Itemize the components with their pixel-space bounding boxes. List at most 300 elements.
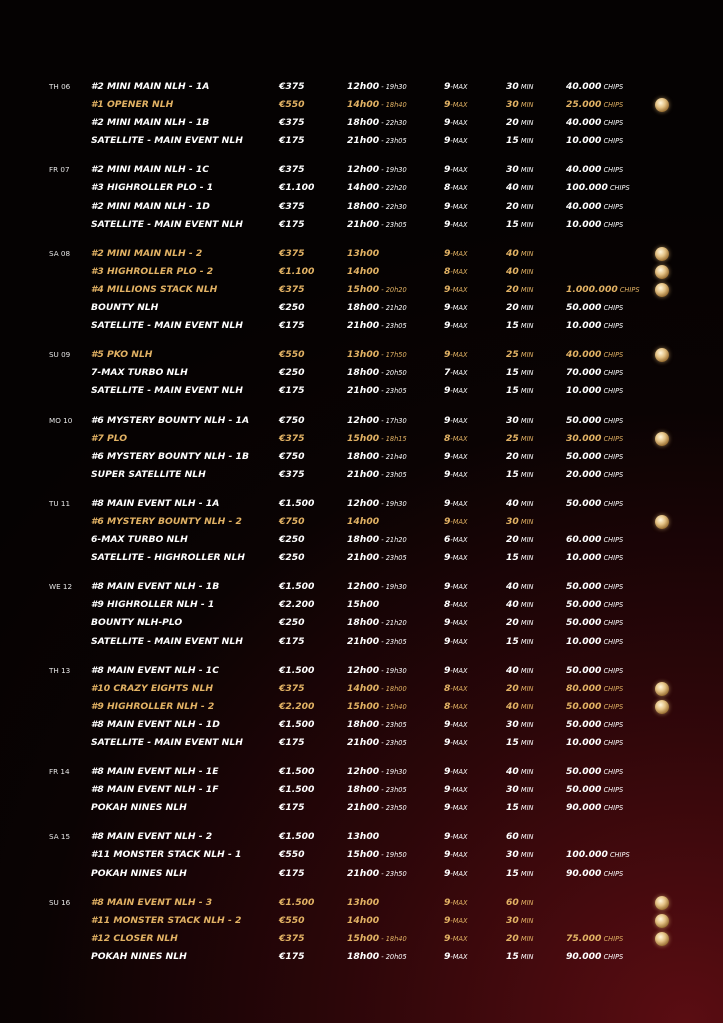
event-name: SATELLITE - MAIN EVENT NLH bbox=[91, 635, 243, 647]
buy-in-fee: €375 bbox=[279, 247, 305, 259]
buy-in-fee: €175 bbox=[279, 737, 305, 748]
event-time: 18h00 - 21h20 bbox=[347, 302, 407, 314]
suffix-text: - 21h40 bbox=[379, 452, 407, 461]
starting-stack: 60.000 CHIPS bbox=[566, 534, 624, 546]
event-time: 21h00 - 23h05 bbox=[347, 218, 407, 230]
event-name: #8 MAIN EVENT NLH - 1F bbox=[91, 784, 219, 796]
suffix-text: CHIPS bbox=[601, 684, 624, 693]
suffix-text: MIN bbox=[518, 369, 534, 378]
event-time: 21h00 - 23h50 bbox=[347, 867, 407, 879]
event-row bbox=[0, 596, 723, 614]
gold-rose-emblem-icon bbox=[655, 896, 669, 910]
suffix-text: MIN bbox=[518, 536, 534, 545]
suffix-text: - 19h30 bbox=[379, 166, 407, 175]
event-row bbox=[0, 346, 723, 364]
suffix-text: -MAX bbox=[450, 499, 468, 508]
event-name: #2 MINI MAIN NLH - 1C bbox=[91, 164, 209, 176]
suffix-text: CHIPS bbox=[601, 452, 624, 461]
suffix-text: MIN bbox=[518, 898, 534, 907]
suffix-text: - 20h20 bbox=[379, 285, 407, 294]
event-time: 21h00 - 23h05 bbox=[347, 468, 407, 480]
suffix-text: CHIPS bbox=[617, 285, 640, 294]
event-time: 15h00 - 18h15 bbox=[347, 432, 407, 444]
day-group-th-13 bbox=[0, 662, 723, 752]
event-time: 14h00 - 18h00 bbox=[347, 682, 407, 694]
event-row bbox=[0, 466, 723, 484]
suffix-text: MIN bbox=[518, 452, 534, 461]
event-row bbox=[0, 894, 723, 912]
table-max: 9-MAX bbox=[444, 914, 468, 926]
event-row bbox=[0, 412, 723, 430]
suffix-text: CHIPS bbox=[601, 101, 624, 110]
suffix-text: CHIPS bbox=[601, 702, 624, 711]
event-name: #8 MAIN EVENT NLH - 1A bbox=[91, 497, 220, 509]
suffix-text: - 23h05 bbox=[379, 637, 407, 646]
starting-stack: 50.000 CHIPS bbox=[566, 581, 624, 593]
suffix-text: CHIPS bbox=[601, 601, 624, 610]
level-duration: 20 MIN bbox=[506, 617, 534, 629]
buy-in-fee: €1.500 bbox=[279, 664, 315, 676]
gold-rose-emblem-icon bbox=[655, 348, 669, 362]
table-max: 9-MAX bbox=[444, 849, 468, 861]
event-name: #2 MINI MAIN NLH - 1D bbox=[91, 200, 210, 212]
table-max: 7-MAX bbox=[444, 367, 468, 379]
suffix-text: CHIPS bbox=[601, 934, 624, 943]
suffix-text: -MAX bbox=[450, 702, 468, 711]
suffix-text: MIN bbox=[518, 351, 534, 360]
starting-stack: 90.000 CHIPS bbox=[566, 802, 624, 814]
suffix-text: CHIPS bbox=[601, 619, 624, 628]
event-row bbox=[0, 299, 723, 317]
suffix-text: - 19h50 bbox=[379, 851, 407, 860]
suffix-text: CHIPS bbox=[601, 768, 624, 777]
table-max: 9-MAX bbox=[444, 468, 468, 480]
starting-stack: 10.000 CHIPS bbox=[566, 320, 624, 332]
suffix-text: - 23h05 bbox=[379, 739, 407, 747]
starting-stack: 50.000 CHIPS bbox=[566, 617, 624, 629]
table-max: 9-MAX bbox=[444, 283, 468, 295]
starting-stack: 20.000 CHIPS bbox=[566, 468, 624, 480]
suffix-text: -MAX bbox=[450, 720, 468, 729]
day-label: SA 08 bbox=[49, 248, 71, 258]
suffix-text: MIN bbox=[518, 166, 534, 175]
suffix-text: - 23h05 bbox=[379, 786, 407, 795]
buy-in-fee: €250 bbox=[279, 302, 305, 314]
table-max: 9-MAX bbox=[444, 99, 468, 111]
suffix-text: MIN bbox=[518, 499, 534, 508]
suffix-text: MIN bbox=[518, 387, 534, 396]
event-time: 18h00 - 22h30 bbox=[347, 117, 407, 129]
day-group-fr-14 bbox=[0, 763, 723, 817]
event-time: 15h00 - 20h20 bbox=[347, 283, 407, 295]
event-name: #11 MONSTER STACK NLH - 1 bbox=[91, 849, 242, 861]
suffix-text: CHIPS bbox=[601, 322, 624, 331]
suffix-text: -MAX bbox=[450, 684, 468, 693]
suffix-text: - 23h05 bbox=[379, 554, 407, 563]
level-duration: 30 MIN bbox=[506, 164, 534, 176]
starting-stack: 40.000 CHIPS bbox=[566, 81, 624, 92]
suffix-text: MIN bbox=[518, 202, 534, 211]
table-max: 9-MAX bbox=[444, 135, 468, 147]
suffix-text: - 18h15 bbox=[379, 434, 407, 443]
level-duration: 30 MIN bbox=[506, 515, 534, 527]
day-label: FR 07 bbox=[49, 165, 70, 175]
suffix-text: CHIPS bbox=[601, 166, 624, 175]
suffix-text: -MAX bbox=[450, 267, 468, 276]
level-duration: 30 MIN bbox=[506, 718, 534, 730]
event-row bbox=[0, 513, 723, 531]
event-name: #3 HIGHROLLER PLO - 2 bbox=[91, 265, 214, 277]
gold-rose-emblem-icon bbox=[655, 265, 669, 279]
suffix-text: MIN bbox=[518, 637, 534, 646]
suffix-text: MIN bbox=[518, 517, 534, 526]
suffix-text: -MAX bbox=[450, 351, 468, 360]
table-max: 9-MAX bbox=[444, 117, 468, 129]
event-time: 21h00 - 23h05 bbox=[347, 552, 407, 564]
level-duration: 40 MIN bbox=[506, 182, 534, 194]
table-max: 9-MAX bbox=[444, 766, 468, 778]
suffix-text: CHIPS bbox=[601, 869, 624, 878]
suffix-text: -MAX bbox=[450, 583, 468, 592]
suffix-text: MIN bbox=[518, 184, 534, 193]
suffix-text: - 23h05 bbox=[379, 387, 407, 396]
buy-in-fee: €550 bbox=[279, 349, 305, 361]
level-duration: 15 MIN bbox=[506, 385, 534, 397]
starting-stack: 70.000 CHIPS bbox=[566, 367, 624, 379]
table-max: 9-MAX bbox=[444, 247, 468, 259]
buy-in-fee: €1.500 bbox=[279, 766, 315, 778]
suffix-text: CHIPS bbox=[601, 351, 624, 360]
event-row bbox=[0, 763, 723, 781]
suffix-text: -MAX bbox=[450, 83, 468, 91]
suffix-text: - 23h05 bbox=[379, 137, 407, 146]
event-row bbox=[0, 263, 723, 281]
event-time: 21h00 - 23h05 bbox=[347, 385, 407, 397]
level-duration: 60 MIN bbox=[506, 831, 534, 843]
suffix-text: - 21h20 bbox=[379, 619, 407, 628]
day-label: SA 15 bbox=[49, 832, 71, 842]
day-group-su-16 bbox=[0, 894, 723, 966]
suffix-text: -MAX bbox=[450, 739, 468, 747]
level-duration: 15 MIN bbox=[506, 737, 534, 748]
level-duration: 40 MIN bbox=[506, 497, 534, 509]
event-row bbox=[0, 662, 723, 680]
level-duration: 40 MIN bbox=[506, 599, 534, 611]
event-time: 21h00 - 23h05 bbox=[347, 320, 407, 332]
starting-stack: 10.000 CHIPS bbox=[566, 218, 624, 230]
event-name: #9 HIGHROLLER NLH - 2 bbox=[91, 700, 215, 712]
event-name: #8 MAIN EVENT NLH - 2 bbox=[91, 831, 213, 843]
event-time: 18h00 - 23h05 bbox=[347, 718, 407, 730]
gold-rose-emblem-icon bbox=[655, 247, 669, 261]
suffix-text: MIN bbox=[518, 666, 534, 675]
event-row bbox=[0, 734, 723, 752]
starting-stack: 1.000.000 CHIPS bbox=[566, 283, 640, 295]
level-duration: 20 MIN bbox=[506, 200, 534, 212]
buy-in-fee: €375 bbox=[279, 932, 305, 944]
suffix-text: -MAX bbox=[450, 517, 468, 526]
buy-in-fee: €2.200 bbox=[279, 700, 315, 712]
event-name: #5 PKO NLH bbox=[91, 349, 153, 361]
buy-in-fee: €1.100 bbox=[279, 265, 315, 277]
suffix-text: -MAX bbox=[450, 916, 468, 925]
starting-stack: 50.000 CHIPS bbox=[566, 414, 624, 426]
suffix-text: CHIPS bbox=[607, 851, 630, 860]
suffix-text: MIN bbox=[518, 601, 534, 610]
suffix-text: -MAX bbox=[450, 786, 468, 795]
level-duration: 15 MIN bbox=[506, 867, 534, 879]
event-name: SATELLITE - MAIN EVENT NLH bbox=[91, 737, 243, 748]
starting-stack: 40.000 CHIPS bbox=[566, 200, 624, 212]
level-duration: 15 MIN bbox=[506, 320, 534, 332]
table-max: 9-MAX bbox=[444, 200, 468, 212]
level-duration: 15 MIN bbox=[506, 135, 534, 147]
day-label: TH 06 bbox=[49, 82, 71, 91]
day-group-we-12 bbox=[0, 578, 723, 650]
buy-in-fee: €175 bbox=[279, 950, 305, 962]
table-max: 8-MAX bbox=[444, 182, 468, 194]
level-duration: 25 MIN bbox=[506, 349, 534, 361]
suffix-text: -MAX bbox=[450, 322, 468, 331]
suffix-text: -MAX bbox=[450, 434, 468, 443]
buy-in-fee: €175 bbox=[279, 385, 305, 397]
suffix-text: MIN bbox=[518, 916, 534, 925]
day-group-sa-15 bbox=[0, 828, 723, 882]
suffix-text: MIN bbox=[518, 869, 534, 878]
table-max: 9-MAX bbox=[444, 896, 468, 908]
event-time: 14h00 - 18h40 bbox=[347, 99, 407, 111]
table-max: 9-MAX bbox=[444, 450, 468, 462]
suffix-text: MIN bbox=[518, 101, 534, 110]
suffix-text: - 23h05 bbox=[379, 220, 407, 229]
buy-in-fee: €1.500 bbox=[279, 581, 315, 593]
buy-in-fee: €175 bbox=[279, 802, 305, 814]
buy-in-fee: €175 bbox=[279, 867, 305, 879]
table-max: 8-MAX bbox=[444, 700, 468, 712]
event-time: 14h00 bbox=[347, 914, 380, 926]
buy-in-fee: €2.200 bbox=[279, 599, 315, 611]
event-row bbox=[0, 430, 723, 448]
table-max: 9-MAX bbox=[444, 302, 468, 314]
suffix-text: CHIPS bbox=[601, 220, 624, 229]
gold-rose-emblem-icon bbox=[655, 432, 669, 446]
event-row bbox=[0, 281, 723, 299]
starting-stack: 40.000 CHIPS bbox=[566, 164, 624, 176]
event-row bbox=[0, 828, 723, 846]
buy-in-fee: €375 bbox=[279, 468, 305, 480]
gold-rose-emblem-icon bbox=[655, 682, 669, 696]
suffix-text: -MAX bbox=[450, 369, 468, 378]
table-max: 9-MAX bbox=[444, 737, 468, 748]
table-max: 6-MAX bbox=[444, 534, 468, 546]
event-row bbox=[0, 161, 723, 179]
event-time: 13h00 bbox=[347, 896, 380, 908]
level-duration: 20 MIN bbox=[506, 682, 534, 694]
suffix-text: - 19h30 bbox=[379, 666, 407, 675]
buy-in-fee: €1.500 bbox=[279, 784, 315, 796]
buy-in-fee: €250 bbox=[279, 367, 305, 379]
suffix-text: MIN bbox=[518, 304, 534, 313]
day-label: SU 09 bbox=[49, 350, 71, 360]
suffix-text: - 18h40 bbox=[379, 934, 407, 943]
event-time: 12h00 - 17h30 bbox=[347, 414, 407, 426]
starting-stack: 50.000 CHIPS bbox=[566, 599, 624, 611]
table-max: 9-MAX bbox=[444, 950, 468, 962]
event-time: 12h00 - 19h30 bbox=[347, 164, 407, 176]
buy-in-fee: €175 bbox=[279, 135, 305, 147]
suffix-text: - 23h05 bbox=[379, 720, 407, 729]
table-max: 9-MAX bbox=[444, 718, 468, 730]
event-name: #3 HIGHROLLER PLO - 1 bbox=[91, 182, 214, 194]
suffix-text: -MAX bbox=[450, 184, 468, 193]
suffix-text: CHIPS bbox=[601, 416, 624, 425]
starting-stack: 100.000 CHIPS bbox=[566, 182, 630, 194]
suffix-text: - 15h40 bbox=[379, 702, 407, 711]
table-max: 9-MAX bbox=[444, 784, 468, 796]
table-max: 9-MAX bbox=[444, 385, 468, 397]
suffix-text: MIN bbox=[518, 83, 534, 91]
suffix-text: MIN bbox=[518, 220, 534, 229]
buy-in-fee: €250 bbox=[279, 534, 305, 546]
starting-stack: 50.000 CHIPS bbox=[566, 784, 624, 796]
suffix-text: -MAX bbox=[450, 536, 468, 545]
event-name: POKAH NINES NLH bbox=[91, 802, 187, 814]
suffix-text: -MAX bbox=[450, 470, 468, 479]
suffix-text: MIN bbox=[518, 416, 534, 425]
buy-in-fee: €550 bbox=[279, 849, 305, 861]
table-max: 9-MAX bbox=[444, 320, 468, 332]
suffix-text: MIN bbox=[518, 833, 534, 842]
event-name: #8 MAIN EVENT NLH - 1D bbox=[91, 718, 220, 730]
table-max: 9-MAX bbox=[444, 497, 468, 509]
table-max: 8-MAX bbox=[444, 599, 468, 611]
suffix-text: CHIPS bbox=[601, 786, 624, 795]
event-row bbox=[0, 930, 723, 948]
gold-rose-emblem-icon bbox=[655, 515, 669, 529]
suffix-text: - 22h30 bbox=[379, 119, 407, 128]
suffix-text: CHIPS bbox=[601, 470, 624, 479]
table-max: 9-MAX bbox=[444, 81, 468, 92]
event-row bbox=[0, 716, 723, 734]
level-duration: 20 MIN bbox=[506, 534, 534, 546]
gold-rose-emblem-icon bbox=[655, 932, 669, 946]
suffix-text: CHIPS bbox=[601, 637, 624, 646]
event-row bbox=[0, 114, 723, 132]
day-group-mo-10 bbox=[0, 412, 723, 484]
starting-stack: 50.000 CHIPS bbox=[566, 302, 624, 314]
starting-stack: 100.000 CHIPS bbox=[566, 849, 630, 861]
suffix-text: MIN bbox=[518, 786, 534, 795]
suffix-text: -MAX bbox=[450, 768, 468, 777]
suffix-text: CHIPS bbox=[601, 119, 624, 128]
suffix-text: MIN bbox=[518, 322, 534, 331]
suffix-text: CHIPS bbox=[601, 499, 624, 508]
buy-in-fee: €175 bbox=[279, 635, 305, 647]
suffix-text: -MAX bbox=[450, 166, 468, 175]
starting-stack: 50.000 CHIPS bbox=[566, 766, 624, 778]
starting-stack: 50.000 CHIPS bbox=[566, 664, 624, 676]
suffix-text: MIN bbox=[518, 851, 534, 860]
suffix-text: -MAX bbox=[450, 202, 468, 211]
event-time: 13h00 bbox=[347, 247, 380, 259]
suffix-text: MIN bbox=[518, 267, 534, 276]
level-duration: 40 MIN bbox=[506, 700, 534, 712]
buy-in-fee: €550 bbox=[279, 99, 305, 111]
day-label: WE 12 bbox=[49, 582, 73, 592]
event-time: 21h00 - 23h50 bbox=[347, 802, 407, 814]
level-duration: 40 MIN bbox=[506, 247, 534, 259]
event-time: 13h00 - 17h50 bbox=[347, 349, 407, 361]
suffix-text: - 22h30 bbox=[379, 202, 407, 211]
event-row bbox=[0, 549, 723, 567]
table-max: 9-MAX bbox=[444, 664, 468, 676]
suffix-text: CHIPS bbox=[601, 554, 624, 563]
event-time: 12h00 - 19h30 bbox=[347, 664, 407, 676]
level-duration: 15 MIN bbox=[506, 802, 534, 814]
event-time: 15h00 bbox=[347, 599, 380, 611]
buy-in-fee: €750 bbox=[279, 414, 305, 426]
suffix-text: - 23h50 bbox=[379, 804, 407, 813]
event-name: POKAH NINES NLH bbox=[91, 867, 187, 879]
gold-rose-emblem-icon bbox=[655, 283, 669, 297]
table-max: 9-MAX bbox=[444, 867, 468, 879]
buy-in-fee: €375 bbox=[279, 164, 305, 176]
suffix-text: MIN bbox=[518, 804, 534, 813]
buy-in-fee: €1.100 bbox=[279, 182, 315, 194]
table-max: 8-MAX bbox=[444, 265, 468, 277]
level-duration: 40 MIN bbox=[506, 664, 534, 676]
starting-stack: 50.000 CHIPS bbox=[566, 700, 624, 712]
suffix-text: MIN bbox=[518, 434, 534, 443]
buy-in-fee: €1.500 bbox=[279, 896, 315, 908]
event-time: 14h00 - 22h20 bbox=[347, 182, 407, 194]
suffix-text: MIN bbox=[518, 768, 534, 777]
buy-in-fee: €375 bbox=[279, 682, 305, 694]
suffix-text: CHIPS bbox=[607, 184, 630, 193]
event-time: 21h00 - 23h05 bbox=[347, 737, 407, 748]
event-name: 7-MAX TURBO NLH bbox=[91, 367, 188, 379]
event-time: 12h00 - 19h30 bbox=[347, 581, 407, 593]
event-name: BOUNTY NLH bbox=[91, 302, 159, 314]
suffix-text: CHIPS bbox=[601, 369, 624, 378]
event-row bbox=[0, 132, 723, 150]
table-max: 8-MAX bbox=[444, 682, 468, 694]
event-time: 18h00 - 20h50 bbox=[347, 367, 407, 379]
level-duration: 60 MIN bbox=[506, 896, 534, 908]
event-time: 13h00 bbox=[347, 831, 380, 843]
suffix-text: -MAX bbox=[450, 869, 468, 878]
level-duration: 30 MIN bbox=[506, 99, 534, 111]
suffix-text: MIN bbox=[518, 249, 534, 258]
suffix-text: - 19h30 bbox=[379, 499, 407, 508]
day-label: MO 10 bbox=[49, 415, 73, 425]
level-duration: 30 MIN bbox=[506, 914, 534, 926]
event-row bbox=[0, 865, 723, 883]
suffix-text: -MAX bbox=[450, 952, 468, 961]
suffix-text: -MAX bbox=[450, 851, 468, 860]
suffix-text: - 18h40 bbox=[379, 101, 407, 110]
event-row bbox=[0, 781, 723, 799]
starting-stack: 90.000 CHIPS bbox=[566, 950, 624, 962]
level-duration: 15 MIN bbox=[506, 635, 534, 647]
starting-stack: 90.000 CHIPS bbox=[566, 867, 624, 879]
buy-in-fee: €1.500 bbox=[279, 718, 315, 730]
event-time: 14h00 bbox=[347, 265, 380, 277]
table-max: 9-MAX bbox=[444, 349, 468, 361]
buy-in-fee: €750 bbox=[279, 450, 305, 462]
starting-stack: 10.000 CHIPS bbox=[566, 635, 624, 647]
level-duration: 40 MIN bbox=[506, 265, 534, 277]
